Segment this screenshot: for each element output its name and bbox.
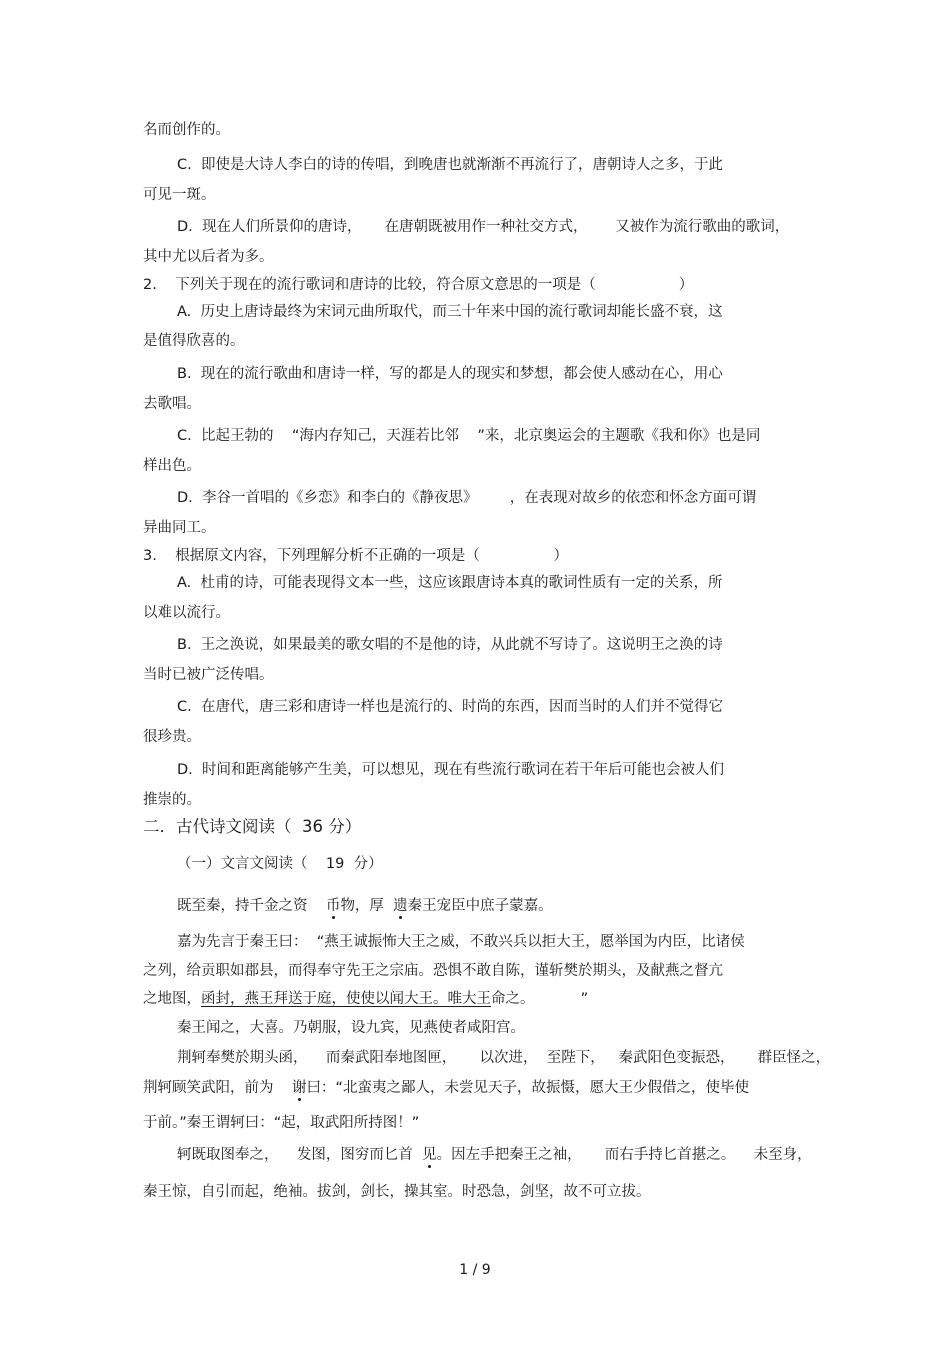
option-d-line: D. 现在人们所景仰的唐诗， 在唐朝既被用作一种社交方式， 又被作为流行歌曲的歌词， — [177, 219, 790, 235]
option-c-line: C. 在唐代，唐三彩和唐诗一样也是流行的、时尚的东西，因而当时的人们并不觉得它 — [177, 699, 723, 715]
question-2: 2. 下列关于现在的流行歌词和唐诗的比较，符合原文意思的一项是（ ） — [143, 277, 694, 293]
passage-line: 嘉为先言于秦王曰： “燕王诚振怖大王之威，不敢兴兵以拒大王，愿举国为内臣，比诸侯 — [177, 934, 745, 950]
underlined-text: 函封，燕王拜送于庭，使使以闻大王。唯大王 — [201, 991, 491, 1007]
text-line: 名而创作的。 — [143, 122, 230, 138]
section-heading: 二．古代诗文阅读（ 36 分） — [143, 817, 362, 836]
option-c-line: C. 即使是大诗人李白的诗的传唱，到晚唐也就渐渐不再流行了，唐朝诗人之多，于此 — [177, 157, 723, 173]
passage-line — [177, 896, 553, 916]
option-a-line: A. 杜甫的诗，可能表现得文本一些，这应该跟唐诗本真的歌词性质有一定的关系，所 — [177, 575, 723, 591]
passage-text: 荆轲顾笑武阳，前为 — [143, 1080, 292, 1096]
passage-line: 荆轲奉樊於期头函， 而秦武阳奉地图匣， 以次进， 至陛下， 秦武阳色变振恐， 群臣怪之， — [177, 1050, 831, 1066]
page-number: 1 / 9 — [459, 1262, 491, 1278]
passage-text: 物，厚 — [340, 898, 394, 914]
passage-text: 。因左手把秦王之袖， 而右手持匕首揕之。 未至身， — [436, 1147, 812, 1163]
text-line: 其中尤以后者为多。 — [143, 249, 274, 265]
passage-line: 秦王惊，自引而起，绝袖。拔剑，剑长，操其室。时恐急，剑坚，故不可立拔。 — [143, 1184, 651, 1200]
text-line: 是值得欣喜的。 — [143, 333, 245, 349]
dotted-char: 遗 — [393, 898, 408, 914]
passage-line — [143, 1078, 749, 1098]
option-b-line: B. 现在的流行歌曲和唐诗一样，写的都是人的现实和梦想，都会使人感动在心，用心 — [177, 366, 723, 382]
passage-line: 之列，给贡职如郡县，而得奉守先王之宗庙。恐惧不敢自陈，谨斩樊於期头，及献燕之督亢 — [143, 963, 723, 979]
text-line: 以难以流行。 — [143, 605, 230, 621]
text-line: 推崇的。 — [143, 792, 201, 808]
question-3: 3. 根据原文内容，下列理解分析不正确的一项是（ ） — [143, 548, 569, 564]
passage-text: 命之。 ” — [491, 991, 589, 1007]
option-c-line: C. 比起王勃的 “海内存知己，天涯若比邻 ”来，北京奥运会的主题歌《我和你》也是同 — [177, 428, 761, 444]
passage-text: 秦王宠臣中庶子蒙嘉。 — [407, 898, 553, 914]
dotted-char: 币 — [325, 898, 341, 914]
text-line: 异曲同工。 — [143, 520, 216, 536]
text-line: 可见一斑。 — [143, 187, 216, 203]
text-line: 当时已被广泛传唱。 — [143, 667, 274, 683]
subsection-heading: （一）文言文阅读（ 19 分） — [177, 856, 383, 872]
text-line: 去歌唱。 — [143, 396, 201, 412]
dotted-char: 见 — [422, 1147, 437, 1163]
passage-text: 之地图， — [143, 991, 201, 1007]
text-line: 样出色。 — [143, 458, 201, 474]
passage-line — [177, 1145, 812, 1165]
passage-line: 于前。”秦王谓轲曰：“起，取武阳所持图！” — [143, 1115, 420, 1131]
option-d-line: D. 时间和距离能够产生美，可以想见，现在有些流行歌词在若干年后可能也会被人们 — [177, 762, 724, 778]
passage-text: 轲既取图奉之， 发图，图穷而匕首 — [177, 1147, 423, 1163]
text-line: 很珍贵。 — [143, 729, 201, 745]
passage-text: 曰：“北蛮夷之鄙人，未尝见天子，故振慑，愿大王少假借之，使毕使 — [306, 1080, 749, 1096]
option-d-line: D. 李谷一首唱的《乡恋》和李白的《静夜思》 ，在表现对故乡的依恋和怀念方面可谓 — [177, 490, 757, 506]
passage-line — [143, 989, 588, 1009]
option-a-line: A. 历史上唐诗最终为宋词元曲所取代，而三十年来中国的流行歌词却能长盛不衰，这 — [177, 304, 723, 320]
passage-text: 既至秦，持千金之资 — [177, 898, 326, 914]
dotted-char: 谢 — [291, 1080, 307, 1096]
passage-line: 秦王闻之，大喜。乃朝服，设九宾，见燕使者咸阳宫。 — [177, 1020, 525, 1036]
option-b-line: B. 王之涣说，如果最美的歌女唱的不是他的诗，从此就不写诗了。这说明王之涣的诗 — [177, 637, 723, 653]
